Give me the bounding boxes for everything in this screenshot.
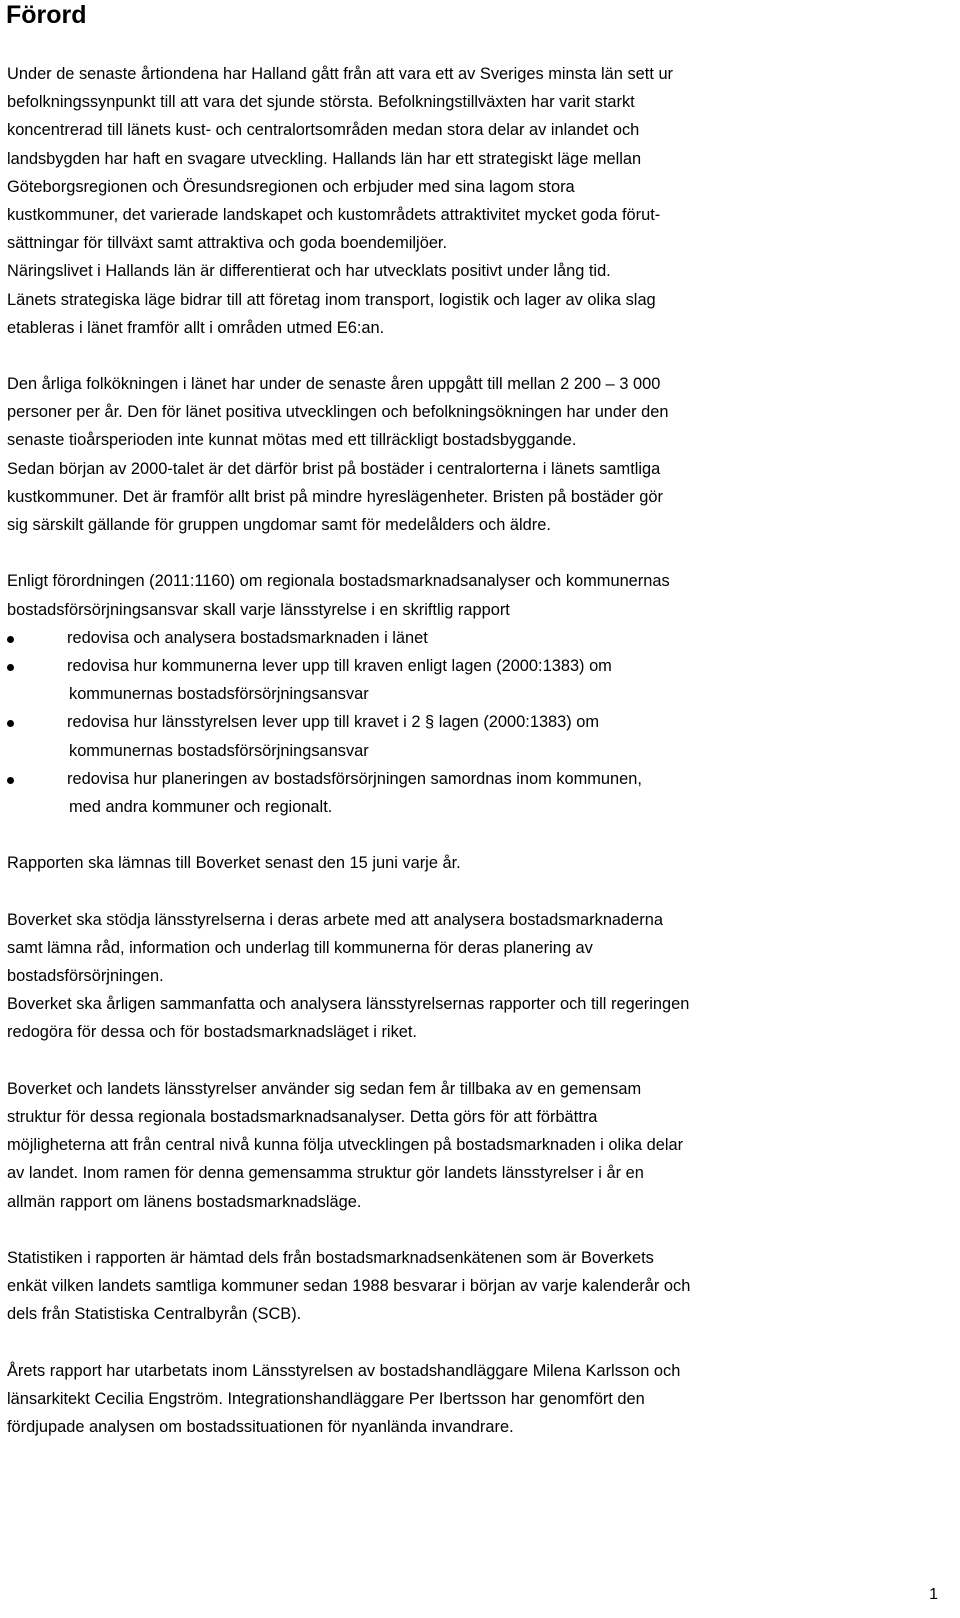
text-line: kustkommuner. Det är framför allt brist på mindre hyreslägenheter. Bristen på bostäder gör — [7, 487, 663, 506]
text-line: bostadsförsörjningen. — [7, 967, 164, 985]
text-line: Länets strategiska läge bidrar till att företag inom transport, logistik och lager av olika slag — [7, 290, 656, 309]
intro-paragraph — [7, 60, 907, 342]
law-paragraph — [7, 567, 907, 623]
list-item — [7, 624, 907, 652]
bullet-list — [7, 624, 907, 821]
text-line: Boverket och landets länsstyrelser använder sig sedan fem år tillbaka av en gemensam — [7, 1079, 642, 1098]
list-item — [7, 708, 907, 736]
text-line: landsbygden har haft en svagare utveckling. Hallands län har ett strategiskt läge mellan — [7, 149, 642, 168]
text-line: sig särskilt gällande för gruppen ungdomar samt för medelålders och äldre. — [7, 516, 551, 534]
statistics-paragraph — [7, 1244, 907, 1329]
text-line: Göteborgsregionen och Öresundsregionen och erbjuder med sina lagom stora — [7, 177, 575, 196]
document-body — [7, 60, 907, 1441]
text-line: möjligheterna att från central nivå kunna följa utvecklingen på bostadsmarknaden i olika delar — [7, 1136, 684, 1155]
text-line: kustkommuner, det varierade landskapet och kustområdets attraktivitet mycket goda förut- — [7, 205, 661, 224]
bullet-icon — [7, 720, 14, 727]
text-line: bostadsförsörjningsansvar skall varje länsstyrelse i en skriftlig rapport — [7, 600, 510, 619]
authors-paragraph — [7, 1357, 907, 1442]
paragraph-gap — [7, 1047, 907, 1075]
text-line: fördjupade analysen om bostadssituationen för nyanlända invandrare. — [7, 1418, 514, 1436]
text-line: Årets rapport har utarbetats inom Länsstyrelsen av bostadshandläggare Milena Karlsson och — [7, 1361, 681, 1380]
list-item-text: redovisa hur länsstyrelsen lever upp till kravet i 2 § lagen (2000:1383) om — [67, 713, 600, 732]
text-line: redogöra för dessa och för bostadsmarknadsläget i riket. — [7, 1023, 417, 1042]
list-item-continuation: med andra kommuner och regionalt. — [69, 797, 333, 816]
list-item — [7, 652, 907, 680]
list-item-text: redovisa hur kommunerna lever upp till kraven enligt lagen (2000:1383) om — [67, 656, 612, 675]
text-line: allmän rapport om länens bostadsmarknadsläge. — [7, 1192, 362, 1211]
text-line: senaste tioårsperioden inte kunnat mötas med ett tillräckligt bostadsbyggande. — [7, 431, 577, 450]
bullet-icon — [7, 636, 14, 643]
text-line: koncentrerad till länets kust- och centralortsområden medan stora delar av inlandet och — [7, 121, 640, 140]
paragraph-gap — [7, 877, 907, 905]
growth-paragraph — [7, 370, 907, 539]
text-line: Den årliga folkökningen i länet har under de senaste åren uppgått till mellan 2 200 – 3 000 — [7, 375, 661, 394]
text-line: Statistiken i rapporten är hämtad dels från bostadsmarknadsenkätenen som är Boverkets — [7, 1248, 654, 1267]
list-item-continuation: kommunernas bostadsförsörjningsansvar — [69, 741, 369, 760]
bullet-icon — [7, 664, 14, 671]
paragraph-gap — [7, 1216, 907, 1244]
list-item — [7, 765, 907, 793]
text-line: Näringslivet i Hallands län är differentierat och har utvecklats positivt under lång tid. — [7, 262, 611, 281]
boverket-paragraph — [7, 906, 907, 1047]
text-line: dels från Statistiska Centralbyrån (SCB). — [7, 1305, 302, 1324]
bullet-icon — [7, 777, 14, 784]
page-number: 1 — [929, 1586, 938, 1603]
paragraph-gap — [7, 342, 907, 370]
text-line: enkät vilken landets samtliga kommuner sedan 1988 besvarar i början av varje kalenderår och — [7, 1277, 691, 1296]
list-item-text: redovisa hur planeringen av bostadsförsörjningen samordnas inom kommunen, — [67, 769, 642, 788]
paragraph-gap — [7, 1328, 907, 1356]
text-line: Under de senaste årtiondena har Halland gått från att vara ett av Sveriges minsta län sett ur — [7, 65, 674, 83]
paragraph-gap — [7, 821, 907, 849]
text-line: befolkningssynpunkt till att vara det sjunde största. Befolkningstillväxten har varit starkt — [7, 93, 635, 112]
text-line: etableras i länet framför allt i områden utmed E6:an. — [7, 318, 385, 337]
text-line: Boverket ska stödja länsstyrelserna i deras arbete med att analysera bostadsmarknaderna — [7, 910, 663, 929]
deadline-paragraph: Rapporten ska lämnas till Boverket senast den 15 juni varje år. — [7, 854, 461, 873]
list-item-text: redovisa och analysera bostadsmarknaden i länet — [67, 628, 428, 647]
text-line: Boverket ska årligen sammanfatta och analysera länsstyrelsernas rapporter och till regeringen — [7, 995, 690, 1014]
text-line: av landet. Inom ramen för denna gemensamma struktur gör landets länsstyrelser i år en — [7, 1164, 644, 1183]
page-title: Förord — [6, 1, 87, 29]
text-line: personer per år. Den för länet positiva utvecklingen och befolkningsökningen har under den — [7, 403, 669, 422]
text-line: samt lämna råd, information och underlag till kommunerna för deras planering av — [7, 938, 593, 957]
text-line: sättningar för tillväxt samt attraktiva och goda boendemiljöer. — [7, 234, 448, 253]
list-item-continuation: kommunernas bostadsförsörjningsansvar — [69, 685, 369, 704]
paragraph-gap — [7, 539, 907, 567]
text-line: struktur för dessa regionala bostadsmarknadsanalyser. Detta görs för att förbättra — [7, 1107, 598, 1126]
structure-paragraph — [7, 1075, 907, 1216]
text-line: Enligt förordningen (2011:1160) om regionala bostadsmarknadsanalyser och kommunernas — [7, 572, 670, 591]
text-line: Sedan början av 2000-talet är det därför brist på bostäder i centralorterna i länets samtliga — [7, 459, 661, 478]
text-line: länsarkitekt Cecilia Engström. Integrationshandläggare Per Ibertsson har genomfört den — [7, 1389, 645, 1408]
